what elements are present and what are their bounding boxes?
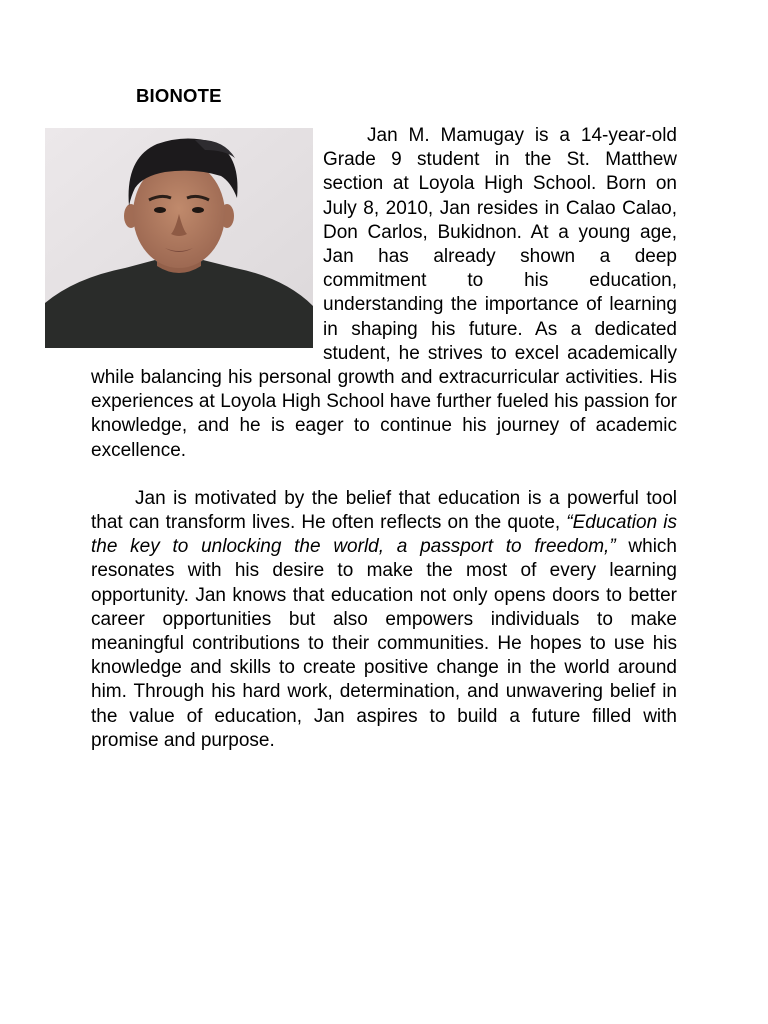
page-title: BIONOTE <box>136 85 222 106</box>
education-quote: “Education is the key to unlocking the world, a passport to freedom,” <box>91 512 677 558</box>
paragraph-biography-text: Jan M. Mamugay is a 14-year-old Grade 9 student in the St. Matthew section at Loyola High School. Born on July 8, 2010, Jan resides in Calao Calao, Don Carlos, Bukidnon. At a young age, Jan has already shown a deep commitment to his education, understanding the importance of learning in shaping his future. As a dedicated student, he strives to excel academically while balancing his personal growth and extracurricular activities. His experiences at Loyola High School have further fueled his passion for knowledge, and he is eager to continue his journey of academic excellence. <box>91 125 677 461</box>
paragraph-motivation-text-start: Jan is motivated by the belief that education is a powerful tool that can transform lives. He often reflects on the quote, <box>91 487 677 534</box>
portrait-image <box>45 128 313 348</box>
paragraph-motivation-text-end: which resonates with his desire to make the most of every learning opportunity. Jan knows that education not only opens doors to better career opportunities but also empowers individuals to make meaningful contributions to their communities. He hopes to use his knowledge and skills to create positive change in the world around him. Through his hard work, determination, and unwavering belief in the value of education, Jan aspires to build a future filled with promise and purpose. <box>91 536 677 751</box>
paragraph-motivation <box>91 487 677 753</box>
portrait-photo <box>45 128 313 348</box>
bionote-body <box>91 124 677 753</box>
